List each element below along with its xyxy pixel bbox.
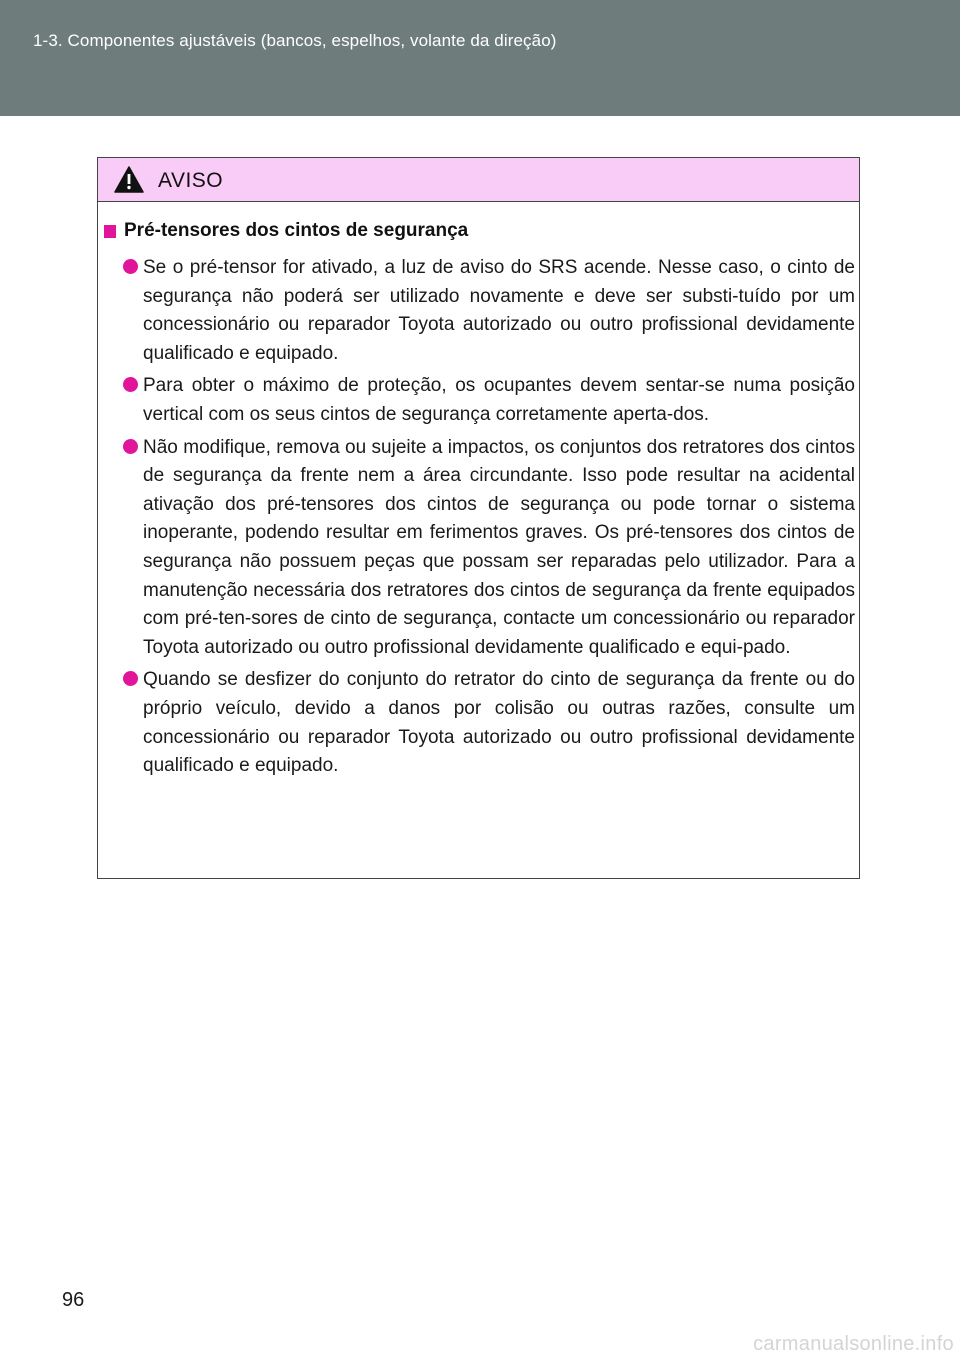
list-item xyxy=(123,254,855,368)
watermark: carmanualsonline.info xyxy=(753,1333,954,1355)
warning-label: AVISO xyxy=(158,169,224,192)
bullet-dot-icon xyxy=(123,377,138,392)
list-item xyxy=(123,372,855,429)
list-item-text: Não modifique, remova ou sujeite a impactos, os conjuntos dos retratores dos cintos de segurança da frente nem a área circundante. Isso pode resultar na acidental ativação dos pré-tensores dos cintos de segurança ou pode tornar o sistema inoperante, podendo resultar em ferimentos graves. Os pré-tensores dos cintos de segurança não possuem peças que possam ser reparadas pelo utilizador. Para a manutenção necessária dos retratores dos cintos de segurança da frente equipados com pré-ten-sores de cinto de segurança, contacte um concessionário ou reparador Toyota autorizado ou outro profissional devidamente qualificado e equi-pado. xyxy=(143,436,855,658)
section-heading-text: Pré-tensores dos cintos de segurança xyxy=(124,220,469,241)
page-header xyxy=(0,0,960,116)
chapter-title: 1-3. Componentes ajustáveis (bancos, espelhos, volante da direção) xyxy=(33,31,557,50)
section-heading xyxy=(104,220,468,242)
list-item-text: Se o pré-tensor for ativado, a luz de aviso do SRS acende. Nesse caso, o cinto de segurança não poderá ser utilizado novamente e deve ser substi-tuído por um concessionário ou reparador Toyota autorizado ou outro profissional devidamente qualificado e equipado. xyxy=(143,257,855,364)
list-item xyxy=(123,434,855,663)
page-number: 96 xyxy=(62,1289,85,1311)
bullet-dot-icon xyxy=(123,439,138,454)
list-item-text: Para obter o máximo de proteção, os ocupantes devem sentar-se numa posição vertical com os seus cintos de segurança corretamente aperta-dos. xyxy=(143,375,855,425)
bullet-dot-icon xyxy=(123,671,138,686)
warning-items xyxy=(123,254,855,785)
warning-header xyxy=(98,158,859,202)
list-item xyxy=(123,666,855,780)
square-bullet-icon xyxy=(104,225,116,238)
warning-box xyxy=(97,157,860,879)
list-item-text: Quando se desfizer do conjunto do retrator do cinto de segurança da frente ou do próprio veículo, devido a danos por colisão ou outras razões, consulte um concessionário ou reparador Toyota autorizado ou outro profissional devidamente qualificado e equipado. xyxy=(143,669,855,777)
warning-triangle-icon xyxy=(114,166,144,193)
bullet-dot-icon xyxy=(123,259,138,274)
